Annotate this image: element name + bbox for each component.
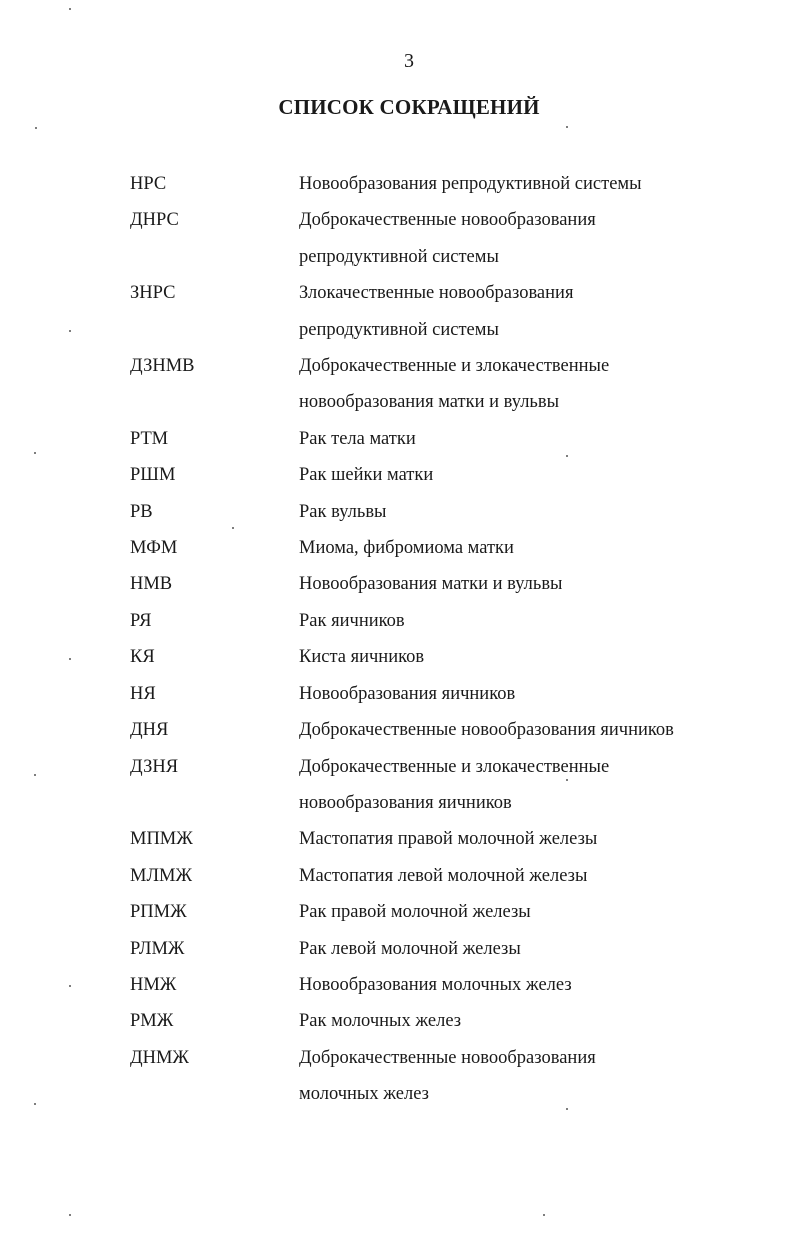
description-line: Рак молочных желез (299, 1011, 462, 1032)
page-number: 3 (404, 50, 414, 72)
abbreviation-row (130, 894, 780, 930)
abbreviation-code: МФМ (130, 538, 178, 559)
description-line: Рак правой молочной железы (299, 902, 531, 923)
abbreviation-row (130, 275, 780, 348)
abbreviation-row (130, 712, 780, 748)
abbreviation-row (130, 931, 780, 967)
scan-speck (543, 1214, 545, 1216)
scan-speck (35, 127, 37, 129)
abbreviation-description (299, 348, 780, 421)
abbreviation-description (299, 166, 780, 202)
abbreviation-description (299, 639, 780, 675)
abbreviation-description (299, 457, 780, 493)
abbreviation-row (130, 530, 780, 566)
abbreviation-description (299, 530, 780, 566)
description-line: Доброкачественные и злокачественные (299, 756, 610, 777)
description-line: Новообразования молочных желез (299, 974, 572, 995)
abbreviation-row (130, 494, 780, 530)
abbreviation-description (299, 712, 780, 748)
abbreviation-row (130, 603, 780, 639)
abbreviation-description (299, 931, 780, 967)
scan-speck (34, 774, 36, 776)
scan-speck (69, 985, 71, 987)
abbreviation-row (130, 639, 780, 675)
description-line: Киста яичников (299, 647, 425, 668)
abbreviation-row (130, 1040, 780, 1113)
abbreviation-description (299, 676, 780, 712)
scan-speck (34, 452, 36, 454)
abbreviation-row (130, 967, 780, 1003)
abbreviation-description (299, 603, 780, 639)
abbreviation-description (299, 566, 780, 602)
scan-speck (34, 1103, 36, 1105)
abbreviation-code: МПМЖ (130, 829, 193, 850)
scan-speck (69, 658, 71, 660)
description-line: репродуктивной системы (299, 319, 499, 340)
scan-speck (69, 1214, 71, 1216)
description-line: Новообразования матки и вульвы (299, 574, 563, 595)
abbreviation-description (299, 821, 780, 857)
abbreviation-row (130, 749, 780, 822)
description-line: Рак тела матки (299, 428, 416, 449)
abbreviation-description (299, 1003, 780, 1039)
description-line: Злокачественные новообразования (299, 283, 574, 304)
abbreviation-row (130, 1003, 780, 1039)
description-line: Рак вульвы (299, 501, 387, 522)
abbreviation-row (130, 566, 780, 602)
abbreviation-row (130, 457, 780, 493)
description-line: Доброкачественные новообразования (299, 210, 596, 231)
abbreviation-code: ЗНРС (130, 283, 176, 304)
abbreviation-row (130, 421, 780, 457)
description-line: Мастопатия правой молочной железы (299, 829, 598, 850)
description-line: новообразования матки и вульвы (299, 392, 560, 413)
scan-speck (69, 8, 71, 10)
scan-speck (69, 330, 71, 332)
description-line: Рак левой молочной железы (299, 938, 521, 959)
abbreviation-row (130, 858, 780, 894)
abbreviation-code: РВ (130, 501, 153, 522)
abbreviation-code: ДЗНМВ (130, 356, 195, 377)
abbreviation-description (299, 858, 780, 894)
abbreviation-code: КЯ (130, 647, 155, 668)
scan-speck (566, 126, 568, 128)
description-line: молочных желез (299, 1084, 429, 1105)
abbreviation-code: НРС (130, 174, 167, 194)
abbreviation-code: МЛМЖ (130, 865, 193, 886)
page-title: СПИСОК СОКРАЩЕНИЙ (278, 95, 540, 119)
abbreviation-row (130, 821, 780, 857)
abbreviation-description (299, 967, 780, 1003)
abbreviation-code: РТМ (130, 428, 169, 449)
abbreviation-row (130, 166, 780, 202)
abbreviation-description (299, 1040, 780, 1113)
description-line: Новообразования яичников (299, 683, 516, 704)
abbreviation-row (130, 348, 780, 421)
abbreviation-description (299, 275, 780, 348)
description-line: Доброкачественные новообразования яичников (299, 720, 674, 741)
abbreviation-code: НМЖ (130, 974, 177, 995)
abbreviation-code: ДНРС (130, 210, 179, 231)
abbreviation-description (299, 894, 780, 930)
abbreviation-description (299, 421, 780, 457)
description-line: Доброкачественные и злокачественные (299, 356, 610, 377)
description-line: Миома, фибромиома матки (299, 538, 514, 559)
abbreviation-row (130, 676, 780, 712)
abbreviation-code: ДЗНЯ (130, 756, 179, 777)
abbreviation-code: НМВ (130, 574, 173, 595)
abbreviation-code: РМЖ (130, 1011, 174, 1032)
description-line: Новообразования репродуктивной системы (299, 174, 642, 194)
abbreviation-description (299, 749, 780, 822)
description-line: Мастопатия левой молочной железы (299, 865, 588, 886)
description-line: Доброкачественные новообразования (299, 1047, 596, 1068)
abbreviation-row (130, 202, 780, 275)
abbreviation-list (130, 166, 780, 1113)
description-line: Рак шейки матки (299, 465, 434, 486)
scan-speck (566, 1108, 568, 1110)
description-line: репродуктивной системы (299, 246, 499, 267)
abbreviation-code: РПМЖ (130, 902, 187, 923)
abbreviation-code: РЯ (130, 610, 152, 631)
abbreviation-description (299, 202, 780, 275)
scan-speck (566, 779, 568, 781)
abbreviation-code: НЯ (130, 683, 156, 704)
abbreviation-code: ДНЯ (130, 720, 169, 741)
abbreviation-code: РШМ (130, 465, 176, 486)
abbreviation-description (299, 494, 780, 530)
scan-speck (566, 455, 568, 457)
description-line: новообразования яичников (299, 792, 512, 813)
scan-speck (232, 527, 234, 529)
abbreviation-code: РЛМЖ (130, 938, 185, 959)
description-line: Рак яичников (299, 610, 405, 631)
abbreviation-code: ДНМЖ (130, 1047, 190, 1068)
